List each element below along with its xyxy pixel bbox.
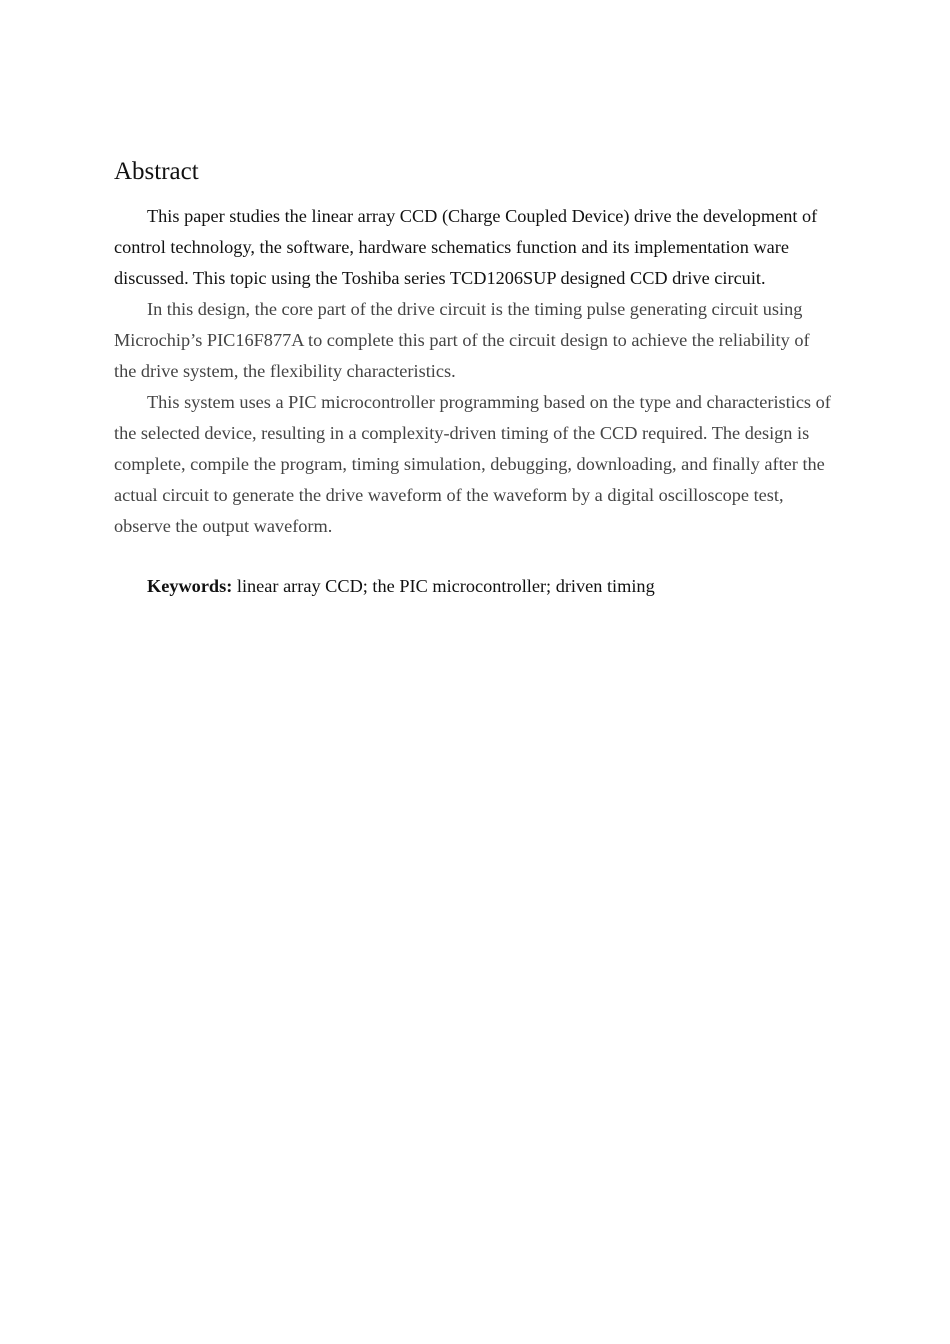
keywords-text: linear array CCD; the PIC microcontroller; driven timing	[232, 576, 655, 596]
abstract-heading: Abstract	[114, 158, 199, 185]
abstract-paragraph-3: This system uses a PIC microcontroller programming based on the type and characteristics of the selected device, resulting in a complexity-driven timing of the CCD required. The design is complete, compile the program, timing simulation, debugging, downloading, and finally after the actual circuit to generate the drive waveform of the waveform by a digital oscilloscope test, observe the output waveform.	[114, 392, 831, 536]
keywords-line	[114, 571, 836, 602]
abstract-section	[114, 155, 836, 620]
abstract-paragraph-1: This paper studies the linear array CCD (Charge Coupled Device) drive the development of control technology, the software, hardware schematics function and its implementation ware discussed. This topic using the Toshiba series TCD1206SUP designed CCD drive circuit.	[114, 206, 818, 288]
keywords-label: Keywords:	[147, 576, 233, 596]
abstract-paragraph-2: In this design, the core part of the drive circuit is the timing pulse generating circuit using Microchip’s PIC16F877A to complete this part of the circuit design to achieve the reliability of the drive system, the flexibility characteristics.	[114, 299, 810, 381]
